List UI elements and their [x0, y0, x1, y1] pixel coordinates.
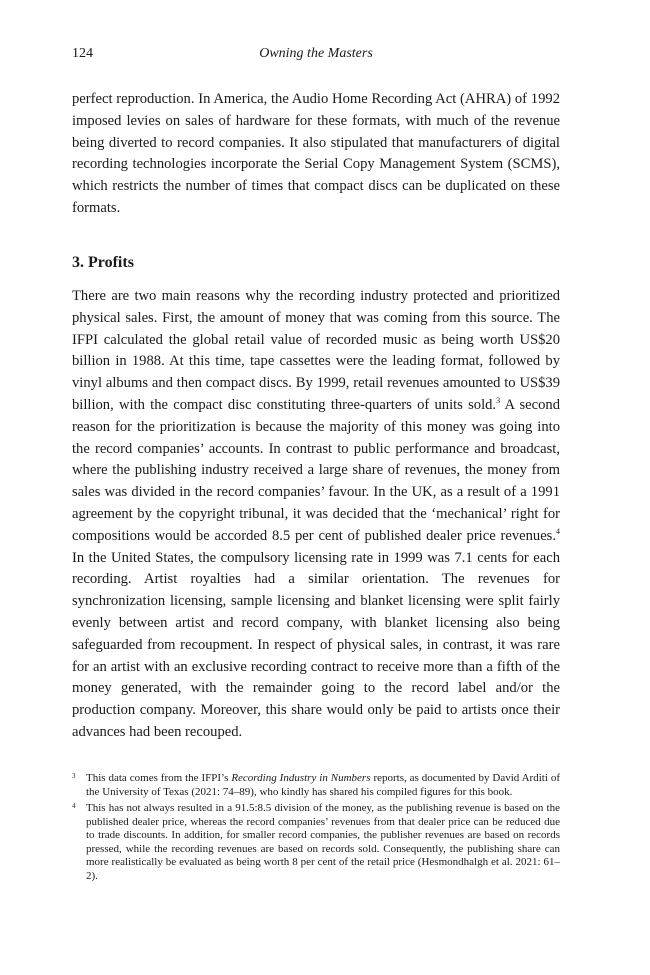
running-title: Owning the Masters	[259, 46, 373, 61]
footnote-text-end: reports, as documented by David Arditi of the University of Texas (2021: 74–89), who kindly has shared his compiled figures for this book.	[86, 772, 560, 798]
footnote	[72, 772, 560, 799]
paragraph-2-part-2: A second reason for the prioritization is because the majority of this money was going into the record companies’ accounts. In contrast to public performance and broadcast, where the publishing industry received a large share of revenues, the money from sales was divided in the record companies’ favour. In the UK, as a result of a 1991 agreement by the copyright tribunal, it was decided that the ‘mechanical’ right for compositions would be accorded 8.5 per cent of published dealer price revenues.	[72, 396, 561, 544]
paragraph-2-part-3: In the United States, the compulsory licensing rate in 1999 was 7.1 cents for each recording. Artist royalties had a similar orientation. The revenues for synchronization licensing, sample licensing and blanket licensing were split fairly evenly between artist and record company, with blanket licensing also being safeguarded from recoupment. In respect of physical sales, in contrast, it was rare for an artist with an exclusive recording contract to receive more than a fifth of the money generated, with the remainder going to the record label and/or the production company. Moreover, this share would only be paid to artists once their advances had been recouped.	[72, 549, 560, 740]
footnote-text: This data comes from the IFPI’s	[86, 772, 232, 784]
paragraph-2-part-1: There are two main reasons why the recording industry protected and prioritized physical sales. First, the amount of money that was coming from this source. The IFPI calculated the global retail value of recorded music as being worth US$20 billion in 1988. At this time, tape cassettes were the leading format, followed by vinyl albums and then compact discs. By 1999, retail revenues amounted to US$39 billion, with the compact disc constituting three-quarters of units sold.	[72, 288, 560, 413]
footnotes	[72, 772, 560, 886]
footnote	[72, 802, 560, 883]
footnote-ref-3[interactable]: 3	[496, 396, 501, 406]
page-header	[72, 46, 560, 66]
page-number: 124	[72, 46, 93, 61]
footnote-text: This has not always resulted in a 91.5:8.5 division of the money, as the publishing revenue is based on the published dealer price, whereas the record companies’ revenues from that dealer price can be reduced due to trade discounts. In addition, for smaller record companies, the publisher revenues are based on records pressed, while the recording revenues are based on records sold. Consequently, the publishing share can more realistically be evaluated as being worth 8 per cent of the retail price (Hesmondhalgh et al. 2021: 61–2).	[86, 802, 560, 882]
footnote-mark: 3	[72, 772, 76, 780]
paragraph-1: perfect reproduction. In America, the Audio Home Recording Act (AHRA) of 1992 imposed levies on sales of hardware for these formats, with much of the revenue being diverted to record companies. It also stipulated that manufacturers of digital recording technologies incorporate the Serial Copy Management System (SCMS), which restricts the number of times that compact discs can be duplicated on these formats.	[72, 91, 560, 216]
paragraph-2	[72, 286, 560, 744]
footnote-ref-4[interactable]: 4	[556, 526, 560, 536]
section-heading: 3. Profits	[72, 254, 134, 271]
footnote-italic-title: Recording Industry in Numbers	[231, 772, 371, 784]
footnote-mark: 4	[72, 802, 76, 810]
